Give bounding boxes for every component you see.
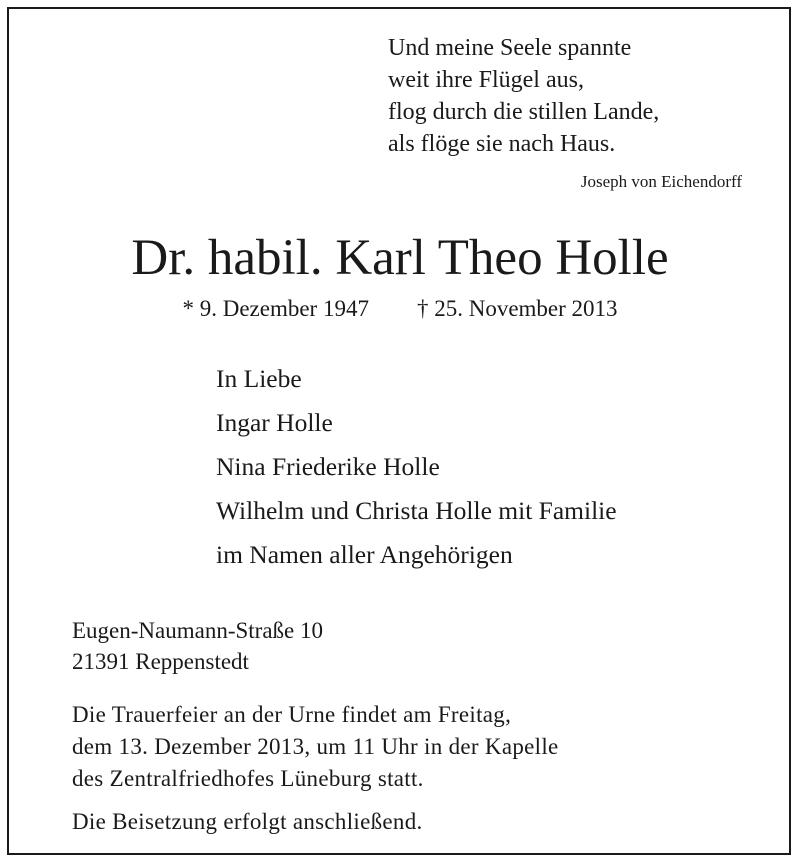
mourner-line: Wilhelm und Christa Holle mit Familie xyxy=(216,496,617,525)
life-dates xyxy=(0,294,800,324)
poem-line: weit ihre Flügel aus, xyxy=(388,67,584,93)
birth-date: * 9. Dezember 1947 xyxy=(182,296,369,321)
funeral-line: des Zentralfriedhofes Lüneburg statt. xyxy=(72,766,424,791)
mourner-line: im Namen aller Angehörigen xyxy=(216,540,513,569)
address xyxy=(72,615,323,677)
poem-line: als flöge sie nach Haus. xyxy=(388,131,616,157)
address-city: 21391 Reppenstedt xyxy=(72,649,249,674)
deceased-name: Dr. habil. Karl Theo Holle xyxy=(131,230,669,286)
mourner-line: Nina Friederike Holle xyxy=(216,452,440,481)
burial-info: Die Beisetzung erfolgt anschließend. xyxy=(72,809,423,834)
poem-author: Joseph von Eichendorff xyxy=(580,172,742,191)
death-date: † 25. November 2013 xyxy=(416,296,618,321)
poem xyxy=(388,32,659,160)
poem-line: Und meine Seele spannte xyxy=(388,35,632,61)
funeral-line: Die Trauerfeier an der Urne findet am Freitag, xyxy=(72,702,512,727)
mourner-line: Ingar Holle xyxy=(216,408,333,437)
address-street: Eugen-Naumann-Straße 10 xyxy=(72,618,324,643)
funeral-line: dem 13. Dezember 2013, um 11 Uhr in der Kapelle xyxy=(72,734,559,759)
poem-line: flog durch die stillen Lande, xyxy=(388,99,660,125)
mourners-list xyxy=(216,357,617,577)
funeral-info xyxy=(72,699,559,795)
mourner-line: In Liebe xyxy=(216,364,302,393)
